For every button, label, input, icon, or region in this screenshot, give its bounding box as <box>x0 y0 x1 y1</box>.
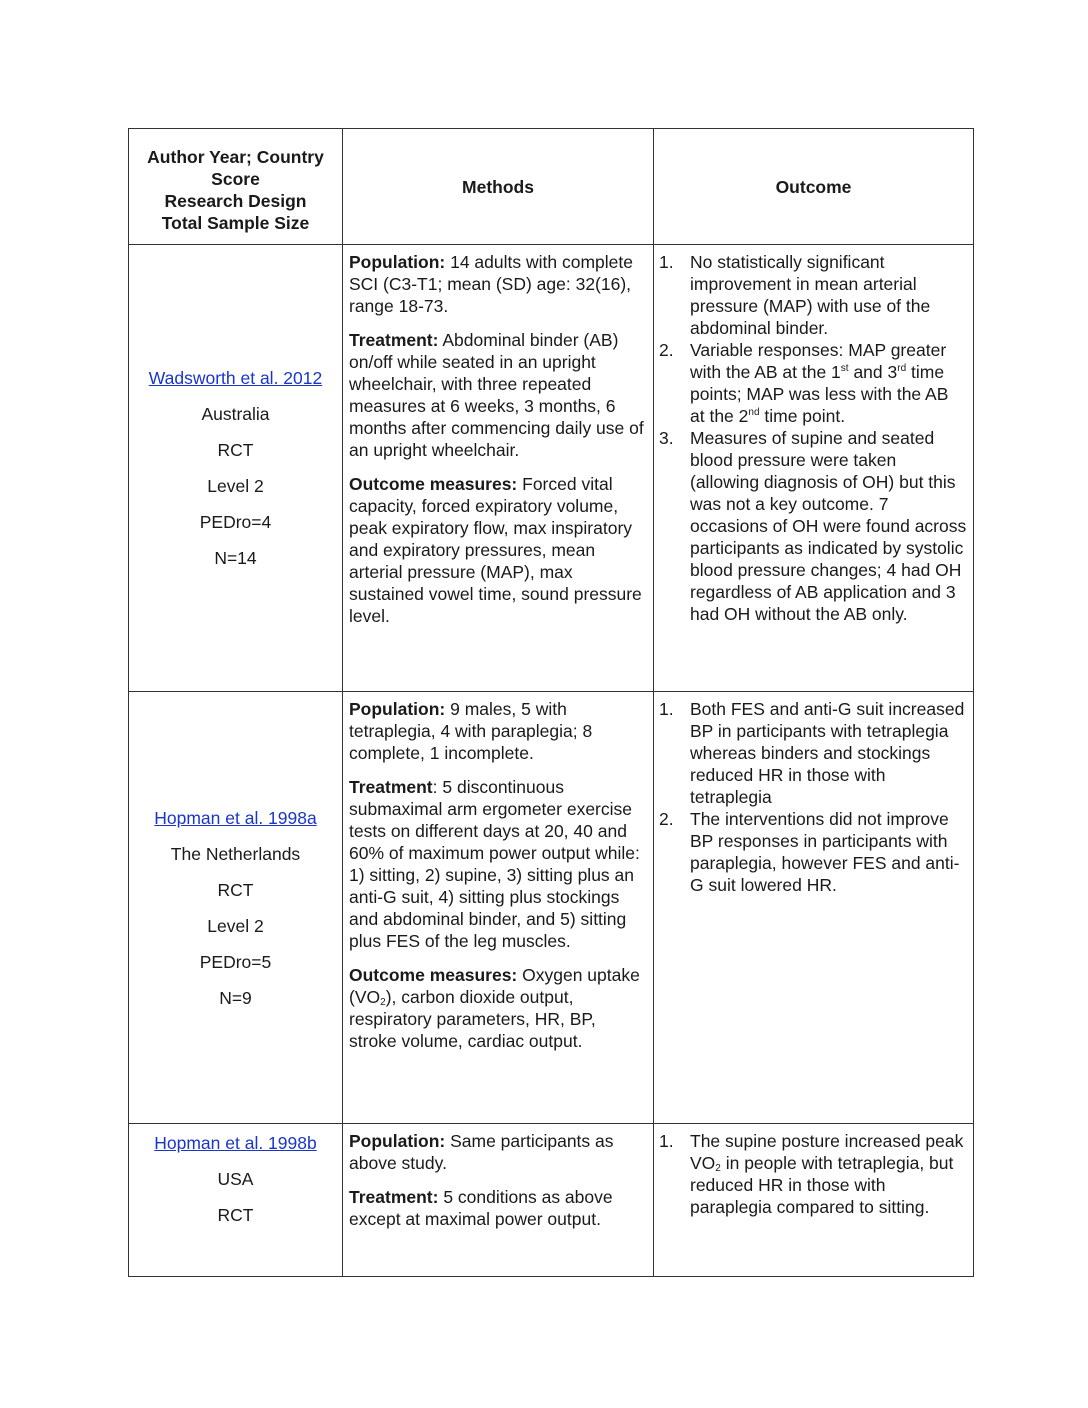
methods-cell <box>343 1124 654 1277</box>
methods-column-header: Methods <box>343 129 654 245</box>
list-item: 2. The interventions did not improve BP responses in participants with paraplegia, however FES and anti-G suit lowered HR. <box>659 809 960 895</box>
study-sample-size: N=9 <box>219 987 252 1008</box>
study-link-hopman-1998a[interactable]: Hopman et al. 1998a <box>154 807 317 828</box>
header-row <box>129 129 974 245</box>
study-link-hopman-1998b[interactable]: Hopman et al. 1998b <box>154 1133 317 1153</box>
table-row <box>129 692 974 1124</box>
study-country: The Netherlands <box>170 843 301 864</box>
header-score: Score <box>211 168 260 189</box>
study-level: Level 2 <box>207 476 264 496</box>
outcome-cell <box>654 245 974 692</box>
evidence-table <box>128 128 974 1277</box>
study-sample-size: N=14 <box>214 548 257 568</box>
study-design: RCT <box>217 1205 254 1225</box>
outcome-cell <box>654 1124 974 1277</box>
outcome-measures-text: Outcome measures: Oxygen uptake $(VO_2)$, carbon dioxide output, respiratory parameters, HR, BP, stroke volume, cardiac output. <box>349 965 640 1051</box>
outcome-cell <box>654 692 974 1124</box>
study-country: USA <box>217 1169 254 1189</box>
table-row <box>129 1124 974 1277</box>
list-item: 1. No statistically significant improvement in mean arterial pressure (MAP) with use of the abdominal binder. <box>659 252 931 338</box>
table-row <box>129 245 974 692</box>
study-cell <box>129 1124 343 1277</box>
list-item: 2. Variable responses: MAP greater with the AB at the 1st and 3rd time points; MAP was less with the AB at the 2nd time point. <box>659 340 949 426</box>
study-country: Australia <box>201 404 270 424</box>
list-item: 1. The supine posture increased peak $VO_2$ in people with tetraplegia, but reduced HR in those with paraplegia compared to sitting. <box>659 1131 964 1217</box>
outcome-list <box>659 698 967 896</box>
study-cell <box>129 692 343 1124</box>
outcome-list <box>659 251 967 625</box>
header-sample-size: Total Sample Size <box>161 212 310 233</box>
population-text: Population: 9 males, 5 with tetraplegia, 4 with paraplegia; 8 complete, 1 incomplete. <box>349 699 593 763</box>
study-level: Level 2 <box>207 915 264 936</box>
study-design: RCT <box>217 440 254 460</box>
study-link-wadsworth-2012[interactable]: Wadsworth et al. 2012 <box>148 368 323 388</box>
outcome-list <box>659 1130 967 1218</box>
treatment-text: Treatment: 5 discontinuous submaximal arm ergometer exercise tests on different days at 20, 40 and 60% of maximum power output while: 1) sitting, 2) supine, 3) sitting plus an anti-G suit, 4) sitting plus stockings and abdominal binder, and 5) sitting plus FES of the leg muscles. <box>349 777 640 951</box>
study-column-header <box>129 129 343 245</box>
header-author-year-country: Author Year; Country <box>147 146 324 167</box>
study-design: RCT <box>217 879 254 900</box>
list-item: 1. Both FES and anti-G suit increased BP in participants with tetraplegia whereas binders and stockings reduced HR in those with tetraplegia <box>659 699 965 807</box>
study-pedro: PEDro=5 <box>199 951 272 972</box>
population-text: Population: 14 adults with complete SCI (C3-T1; mean (SD) age: 32(16), range 18-73. <box>349 252 633 316</box>
study-pedro: PEDro=4 <box>199 512 272 532</box>
methods-cell <box>343 245 654 692</box>
population-text: Population: Same participants as above study. <box>349 1131 614 1173</box>
outcome-column-header: Outcome <box>654 129 974 245</box>
treatment-text: Treatment: 5 conditions as above except at maximal power output. <box>349 1187 613 1229</box>
study-cell <box>129 245 343 692</box>
list-item: 3. Measures of supine and seated blood pressure were taken (allowing diagnosis of OH) but this was not a key outcome. 7 occasions of OH were found across participants as indicated by systolic blood pressure changes; 4 had OH regardless of AB application and 3 had OH without the AB only. <box>659 428 967 624</box>
outcome-measures-text: Outcome measures: Forced vital capacity, forced expiratory volume, peak expiratory flow, max inspiratory and expiratory pressures, mean arterial pressure (MAP), max sustained vowel time, sound pressure level. <box>349 474 642 626</box>
methods-cell <box>343 692 654 1124</box>
header-research-design: Research Design <box>164 190 307 211</box>
treatment-text: Treatment: Abdominal binder (AB) on/off while seated in an upright wheelchair, with three repeated measures at 6 weeks, 3 months, 6 months after commencing daily use of an upright wheelchair. <box>349 330 644 460</box>
